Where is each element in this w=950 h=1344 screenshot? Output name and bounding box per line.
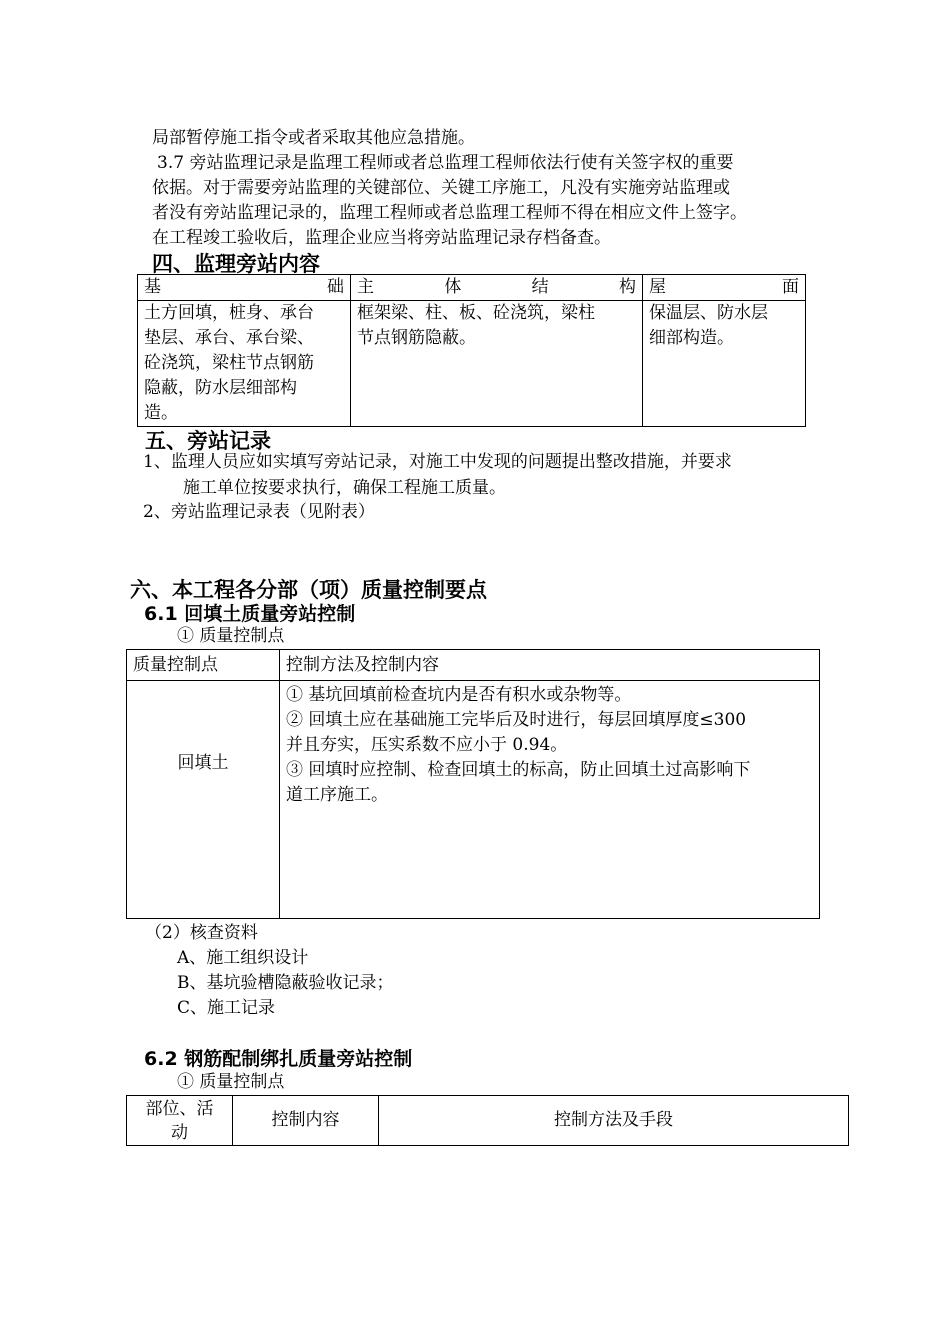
rebar-control-table <box>126 1095 849 1146</box>
record-item-1-line-1: 1、监理人员应如实填写旁站记录，对施工中发现的问题提出整改措施，并要求 <box>143 452 732 472</box>
record-item-2: 2、旁站监理记录表（见附表） <box>143 502 375 522</box>
supervision-content-table <box>137 274 806 427</box>
header-foundation: 基 础 <box>138 275 351 301</box>
section5-title: 五、旁站记录 <box>145 429 271 453</box>
record-item-1-line-2: 施工单位按要求执行，确保工程施工质量。 <box>183 478 506 498</box>
section4-title: 四、监理旁站内容 <box>152 252 320 276</box>
cell-roof: 保温层、防水层 细部构造。 <box>643 301 806 427</box>
header-structure: 主 体 结 构 <box>351 275 643 301</box>
cell-foundation: 土方回填，桩身、承台 垫层、承台、承台梁、 砼浇筑，梁柱节点钢筋 隐蔽，防水层细部构 造。 <box>138 301 351 427</box>
backfill-content: ① 基坑回填前检查坑内是否有积水或杂物等。 ② 回填土应在基础施工完毕后及时进行，每层回填厚度≤300 并且夯实，压实系数不应小于 0.94。 ③ 回填时应控制、检查回填土的标高，防止回填土过高影响下 道工序施工。 <box>280 681 820 919</box>
row-label-backfill: 回填土 <box>127 681 280 919</box>
intro-line-4: 者没有旁站监理记录的，监理工程师或者总监理工程师不得在相应文件上签字。 <box>152 203 747 223</box>
intro-line-3: 依据。对于需要旁站监理的关键部位、关键工序施工，凡没有实施旁站监理或 <box>152 178 730 198</box>
check-materials-title: （2）核查资料 <box>145 923 258 943</box>
subsection-6-2-title: 6.2 钢筋配制绑扎质量旁站控制 <box>144 1048 413 1070</box>
col-control-means: 控制方法及手段 <box>379 1096 849 1146</box>
section6-title: 六、本工程各分部（项）质量控制要点 <box>130 578 487 602</box>
subsection-6-1-title: 6.1 回填土质量旁站控制 <box>144 603 356 625</box>
quality-control-point-label-1: ① 质量控制点 <box>177 626 285 646</box>
backfill-control-table <box>126 649 820 919</box>
cell-structure: 框架梁、柱、板、砼浇筑，梁柱 节点钢筋隐蔽。 <box>351 301 643 427</box>
check-item-b: B、基坑验槽隐蔽验收记录； <box>177 973 394 993</box>
col-control-method: 控制方法及控制内容 <box>280 650 820 681</box>
col-control-content: 控制内容 <box>233 1096 379 1146</box>
quality-control-point-label-2: ① 质量控制点 <box>177 1072 285 1092</box>
intro-line-5: 在工程竣工验收后，监理企业应当将旁站监理记录存档备查。 <box>152 228 611 248</box>
intro-line-1: 局部暂停施工指令或者采取其他应急措施。 <box>152 128 475 148</box>
col-quality-control-point: 质量控制点 <box>127 650 280 681</box>
col-position-activity: 部位、活 动 <box>127 1096 233 1146</box>
header-roof: 屋 面 <box>643 275 806 301</box>
check-item-a: A、施工组织设计 <box>177 948 309 968</box>
intro-line-2: 3.7 旁站监理记录是监理工程师或者总监理工程师依法行使有关签字权的重要 <box>157 153 734 173</box>
check-item-c: C、施工记录 <box>177 998 276 1018</box>
